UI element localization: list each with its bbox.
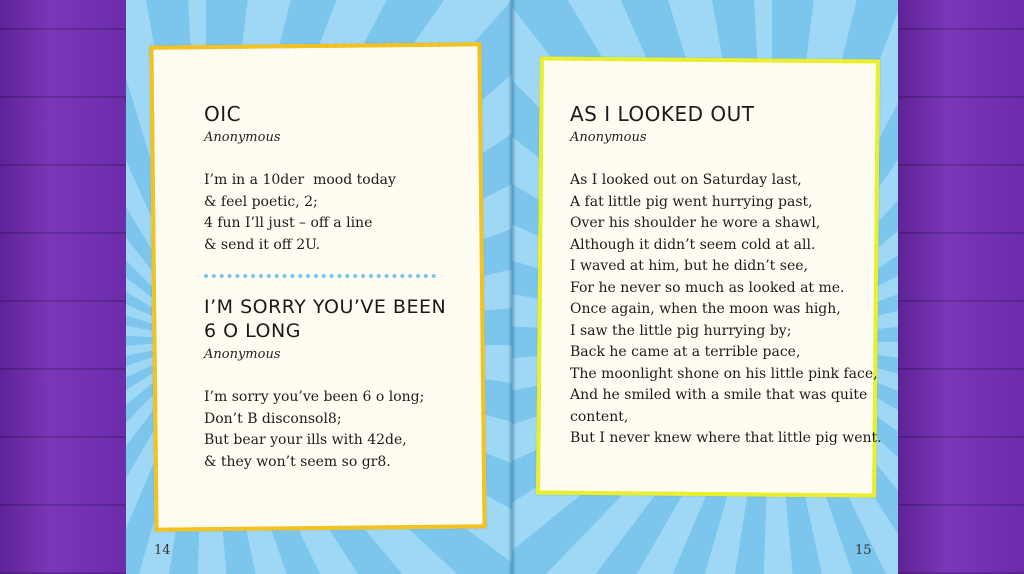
poem-line: content, [570,408,629,425]
poem-line: Back he came at a terrible pace, [570,344,801,360]
poem-body-oic [204,170,396,256]
poem-line: Although it didn’t seem cold at all. [570,236,816,253]
poem-line: 4 fun I’ll just – off a line [204,215,373,231]
poem-line: & they won’t seem so gr8. [204,453,391,470]
poem-line: I saw the little pig hurrying by; [570,322,792,339]
poem-line: I’m sorry you’ve been 6 o long; [204,389,425,405]
poem-line: I waved at him, but he didn’t see, [570,258,808,274]
poem-author-sorry: Anonymous [204,347,281,362]
poem-line: I’m in a 10der mood today [204,172,396,188]
poem-line: As I looked out on Saturday last, [570,172,802,188]
poem-line: And he smiled with a smile that was quite [570,387,868,403]
poem-line: For he never so much as looked at me. [570,279,845,296]
brick-wall-left [0,0,126,574]
page-number-right: 15 [855,543,872,558]
page-number-left: 14 [154,543,171,558]
book-gutter [508,0,516,574]
poem-body-looked-out [570,170,882,450]
poem-line: But bear your ills with 42de, [204,432,407,448]
poem-title-sorry-line1: I’M SORRY YOU’VE BEEN [204,296,447,318]
dotted-divider [204,274,436,278]
poem-title-sorry-line2: 6 O LONG [204,320,301,342]
poem-line: & send it off 2U. [204,236,321,253]
poem-author-oic: Anonymous [204,130,281,145]
poem-title-looked-out: AS I LOOKED OUT [570,102,755,126]
poem-line: But I never knew where that little pig went. [570,430,882,446]
brick-wall-right [898,0,1024,574]
poem-line: The moonlight shone on his little pink face, [570,365,878,382]
poem-line: A fat little pig went hurrying past, [570,193,813,210]
poem-line: Don’t B disconsol8; [204,410,342,427]
poem-author-looked-out: Anonymous [570,130,647,145]
poem-line: & feel poetic, 2; [204,193,318,210]
poem-body-sorry [204,387,424,473]
poem-line: Over his shoulder he wore a shawl, [570,215,821,231]
poem-title-oic: OIC [204,102,242,126]
poem-line: Once again, when the moon was high, [570,301,841,317]
